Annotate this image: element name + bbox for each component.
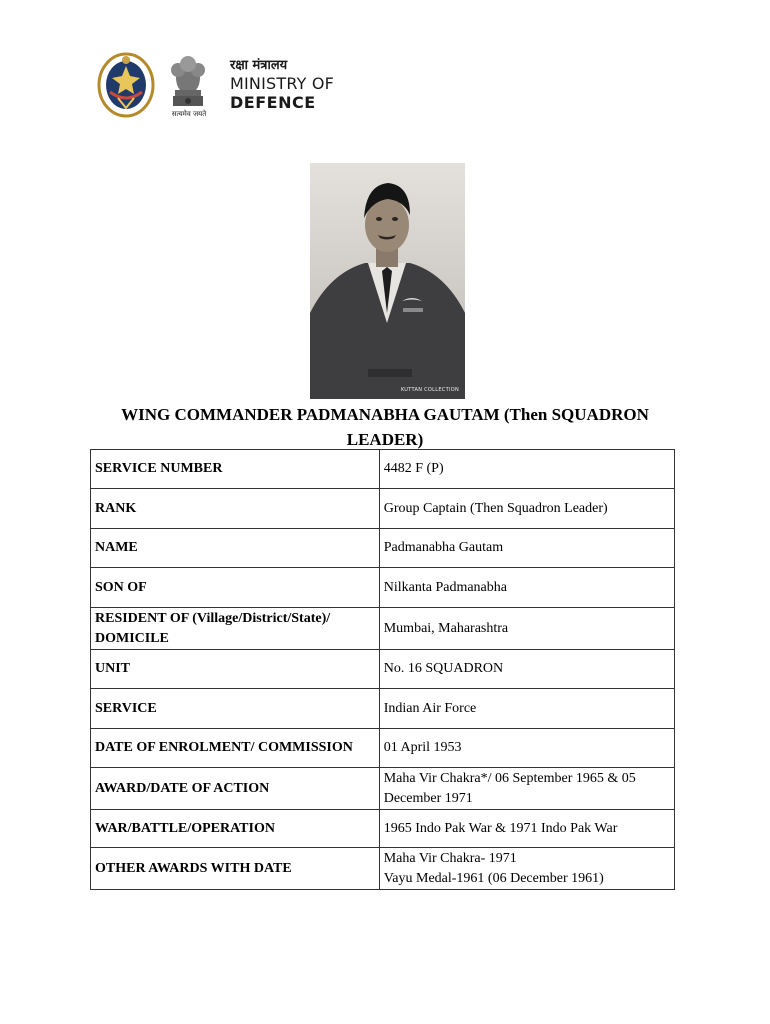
- table-row: [91, 689, 675, 729]
- row-label: OTHER AWARDS WITH DATE: [91, 848, 380, 890]
- row-label: SERVICE: [91, 689, 380, 729]
- row-value: 01 April 1953: [379, 729, 674, 768]
- award-line: Maha Vir Chakra- 1971: [383, 850, 517, 866]
- row-label: WAR/BATTLE/OPERATION: [91, 810, 380, 848]
- row-value: Indian Air Force: [379, 689, 674, 729]
- table-row: [91, 608, 675, 650]
- row-label: AWARD/DATE OF ACTION: [91, 768, 380, 810]
- row-label: RESIDENT OF (Village/District/State)/ DOMICILE: [91, 608, 380, 650]
- national-emblem-icon: [163, 50, 213, 124]
- table-row: [91, 529, 675, 568]
- ministry-name-line2: DEFENCE: [230, 93, 316, 112]
- service-record-table: [90, 449, 675, 890]
- photo-credit: KUTTAN COLLECTION: [400, 387, 459, 393]
- ministry-name-line1: MINISTRY OF: [230, 74, 335, 93]
- row-value: Nilkanta Padmanabha: [379, 568, 674, 608]
- row-value: 1965 Indo Pak War & 1971 Indo Pak War: [379, 810, 674, 848]
- row-value: Group Captain (Then Squadron Leader): [379, 489, 674, 529]
- row-value: No. 16 SQUADRON: [379, 650, 674, 689]
- row-value: Padmanabha Gautam: [379, 529, 674, 568]
- ministry-header: [96, 50, 356, 130]
- row-value: Maha Vir Chakra*/ 06 September 1965 & 05 December 1971: [379, 768, 674, 810]
- row-label: DATE OF ENROLMENT/ COMMISSION: [91, 729, 380, 768]
- ministry-hindi-name: रक्षा मंत्रालय: [230, 58, 288, 73]
- table-row: [91, 489, 675, 529]
- table-row: [91, 729, 675, 768]
- tri-services-crest-icon: [96, 52, 156, 118]
- row-label: NAME: [91, 529, 380, 568]
- row-label: SON OF: [91, 568, 380, 608]
- ministry-wordmark: [230, 58, 334, 112]
- award-line: Vayu Medal-1961 (06 December 1961): [383, 870, 604, 886]
- table-row: [91, 848, 675, 890]
- table-row: [91, 568, 675, 608]
- officer-portrait-photo: [310, 163, 465, 399]
- row-label: UNIT: [91, 650, 380, 689]
- table-row: [91, 810, 675, 848]
- table-row: [91, 450, 675, 489]
- row-label: SERVICE NUMBER: [91, 450, 380, 489]
- table-row: [91, 768, 675, 810]
- table-row: [91, 650, 675, 689]
- row-value: 4482 F (P): [379, 450, 674, 489]
- page-title: WING COMMANDER PADMANABHA GAUTAM (Then SQUADRON LEADER): [121, 405, 649, 449]
- emblem-motto: सत्यमेव जयते: [171, 110, 207, 118]
- row-value: Mumbai, Maharashtra: [379, 608, 674, 650]
- row-value: [379, 848, 674, 890]
- row-label: RANK: [91, 489, 380, 529]
